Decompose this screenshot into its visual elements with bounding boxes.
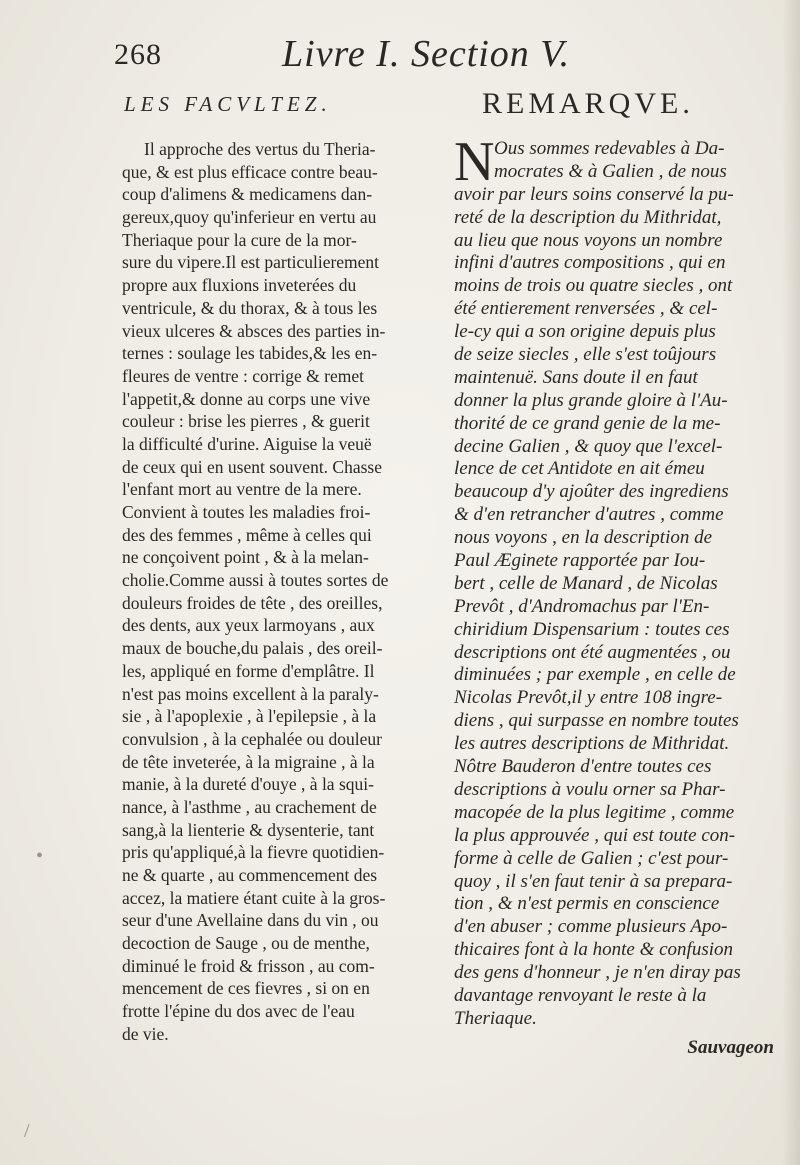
text-line: nous voyons , en la description de: [454, 527, 713, 549]
right-column-heading: REMARQVE.: [482, 87, 694, 120]
text-line: des dents, aux yeux larmoyans , aux: [122, 615, 375, 636]
text-line: nance, à l'asthme , au crachement de: [122, 796, 377, 817]
text-line: Ous sommes redevables à Da-: [494, 138, 725, 159]
margin-pencil-mark: /: [24, 1120, 30, 1142]
text-line: ventricule, & du thorax, & à tous les: [122, 297, 378, 318]
text-line: infini d'autres compositions , qui en: [454, 252, 726, 274]
text-line: reté de la description du Mithridat,: [454, 206, 722, 228]
text-line: & d'en retrancher d'autres , comme: [454, 504, 724, 526]
text-line: Nicolas Prevôt,il y entre 108 ingre-: [454, 687, 723, 709]
text-line: sie , à l'apoplexie , à l'epilepsie , à la: [122, 706, 377, 727]
text-line: n'est pas moins excellent à la paraly-: [122, 683, 379, 704]
text-line: mencement de ces fievres , si on en: [122, 978, 370, 999]
text-line: l'enfant mort au ventre de la mere.: [122, 479, 362, 500]
left-column-text: [122, 138, 434, 1046]
text-line: pris qu'appliqué,à la fievre quotidien-: [122, 842, 385, 863]
text-line: douleurs froides de tête , des oreilles,: [122, 592, 383, 613]
text-line: couleur : brise les pierres , & guerit: [122, 411, 370, 432]
text-line: Paul Æginete rapportée par Iou-: [454, 550, 706, 572]
text-line: sang,à la lienterie & dysenterie, tant: [122, 819, 375, 840]
text-line: davantage renvoyant le reste à la: [454, 984, 707, 1006]
text-line: convulsion , à la cephalée ou douleur: [122, 728, 382, 749]
right-column: [454, 84, 774, 1058]
text-line: diens , qui surpasse en nombre toutes: [454, 710, 739, 732]
text-line: gereux,quoy qu'inferieur en vertu au: [122, 207, 377, 228]
text-line: coup d'alimens & medicamens dan-: [122, 184, 373, 205]
text-line: le-cy qui a son origine depuis plus: [454, 321, 716, 343]
text-line: Prevôt , d'Andromachus par l'En-: [454, 595, 710, 617]
page-edge-shadow: [782, 0, 800, 1165]
text-line: diminuées ; par exemple , en celle de: [454, 664, 736, 686]
text-line: donner la plus grande gloire à l'Au-: [454, 389, 728, 411]
text-line: été entierement renversées , & cel-: [454, 298, 718, 320]
text-line: chiridium Dispensarium : toutes ces: [454, 618, 730, 640]
text-line: frotte l'épine du dos avec de l'eau: [122, 1001, 355, 1022]
drop-cap-initial: N: [454, 131, 495, 193]
text-line: Nôtre Bauderon d'entre toutes ces: [454, 756, 712, 778]
text-line: descriptions à voulu orner sa Phar-: [454, 778, 726, 800]
text-line: Convient à toutes les maladies froi-: [122, 502, 371, 522]
text-line: seur d'une Avellaine dans du vin , ou: [122, 910, 379, 931]
text-line: la plus approuvée , qui est toute con-: [454, 824, 736, 846]
text-line: forme à celle de Galien ; c'est pour-: [454, 847, 729, 869]
left-column: [122, 84, 434, 1046]
text-line: de ceux qui en usent souvent. Chasse: [122, 456, 383, 477]
text-line: vieux ulceres & absces des parties in-: [122, 320, 386, 341]
text-line: cholie.Comme aussi à toutes sortes de: [122, 570, 389, 591]
text-line: l'appetit,& donne au corps une vive: [122, 388, 371, 409]
text-line: la difficulté d'urine. Aiguise la veuë: [122, 433, 372, 454]
text-line: bert , celle de Manard , de Nicolas: [454, 572, 718, 594]
text-line: des des femmes , même à celles qui: [122, 524, 372, 545]
text-line: ne & quarte , au commencement des: [122, 865, 378, 885]
text-line: tion , & n'est permis en conscience: [454, 893, 720, 915]
text-line: d'en abuser ; comme plusieurs Apo-: [454, 916, 728, 938]
page-number: 268: [114, 38, 162, 71]
text-line: Theriaque.: [454, 1007, 537, 1029]
text-line: accez, la matiere étant cuite à la gros-: [122, 887, 386, 908]
text-line: les, appliqué en forme d'emplâtre. Il: [122, 660, 375, 681]
text-line: de tête inveterée, à la migraine , à la: [122, 751, 375, 772]
text-line: Theriaque pour la cure de la mor-: [122, 229, 357, 250]
text-line: decine Galien , & quoy que l'excel-: [454, 435, 723, 457]
text-line: descriptions ont été augmentées , ou: [454, 641, 731, 663]
text-line: les autres descriptions de Mithridat.: [454, 733, 730, 755]
text-line: des gens d'honneur , je n'en diray pas: [454, 962, 741, 984]
text-line: quoy , il s'en faut tenir à sa prepara-: [454, 870, 733, 892]
text-line: ternes : soulage les tabides,& les en-: [122, 343, 378, 364]
text-line: beaucoup d'y ajoûter des ingrediens: [454, 481, 729, 503]
text-line: decoction de Sauge , ou de menthe,: [122, 933, 370, 954]
text-line: Il approche des vertus du Theria-: [144, 139, 376, 159]
page-header: [0, 32, 800, 92]
text-line: lence de cet Antidote en ait émeu: [454, 458, 705, 480]
text-line: maux de bouche,du palais , des oreil-: [122, 638, 383, 659]
running-title: Livre I. Section V.: [282, 33, 571, 75]
text-line: de seize siecles , elle s'est toûjours: [454, 344, 717, 366]
text-line: que, & est plus efficace contre beau-: [122, 161, 378, 182]
text-line: thorité de ce grand genie de la me-: [454, 412, 721, 434]
text-line: diminué le froid & frisson , au com-: [122, 955, 375, 976]
text-line: au lieu que nous voyons un nombre: [454, 229, 723, 251]
margin-speck-mark: •: [36, 845, 44, 867]
text-line: maintenuë. Sans doute il en faut: [454, 366, 698, 388]
text-line: moins de trois ou quatre siecles , ont: [454, 275, 733, 297]
text-line: ne conçoivent point , & à la melan-: [122, 547, 369, 568]
text-line: fleures de ventre : corrige & remet: [122, 365, 364, 386]
text-line: avoir par leurs soins conservé la pu-: [454, 183, 734, 205]
right-column-text: [454, 131, 774, 1031]
text-line: manie, à la dureté d'ouye , à la squi-: [122, 774, 374, 795]
text-line: sure du vipere.Il est particulierement: [122, 252, 380, 273]
text-line: propre aux fluxions inveterées du: [122, 275, 357, 296]
catchword: Sauvageon: [687, 1037, 774, 1058]
left-column-heading: LES FACVLTEZ.: [124, 92, 332, 116]
text-line: thicaires font à la honte & confusion: [454, 939, 733, 961]
text-line: macopée de la plus legitime , comme: [454, 801, 735, 823]
text-line: de vie.: [122, 1023, 169, 1044]
text-line: mocrates & à Galien , de nous: [494, 160, 727, 182]
